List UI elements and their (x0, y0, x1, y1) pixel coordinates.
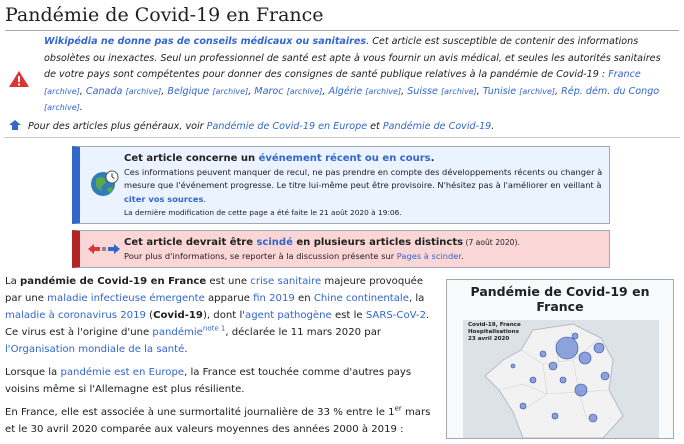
article-text: , déclarée le 11 mars 2020 par (225, 327, 382, 338)
country-link[interactable]: Suisse (407, 85, 438, 97)
article-text: majeure provoquée par une (5, 276, 424, 304)
recent-event-link[interactable]: événement récent ou en cours (258, 153, 431, 164)
current-event-box (72, 146, 610, 224)
archive-link[interactable]: [archive] (44, 103, 80, 113)
archive-link[interactable]: [archive] (519, 86, 556, 96)
event-box-heading: Cet article concerne un événement récent ou en cours. (124, 153, 435, 164)
article-text: ), dont l' (202, 310, 246, 321)
article-text: . (184, 344, 188, 355)
map-caption: Covid-19, France Hospitalisations 23 avril 2020 (468, 322, 521, 343)
infobox-title: Pandémie de Covid-19 en France (470, 284, 650, 314)
archive-link[interactable]: [archive] (286, 86, 323, 96)
country-link[interactable]: Tunisie (482, 85, 517, 97)
lead-paragraph (5, 273, 437, 358)
article-text: ( (145, 310, 154, 321)
archive-link[interactable]: [archive] (44, 86, 80, 96)
country-link[interactable]: Maroc (254, 85, 284, 97)
page-title: Pandémie de Covid-19 en France (5, 2, 679, 31)
article-link[interactable]: l'Organisation mondiale de la santé (5, 344, 185, 355)
article-body (5, 273, 437, 444)
event-box-body: Ces informations peuvent manquer de recul, ne pas prendre en compte des développements récents ou changer à mesure que l'événement progresse. Le titre lui-même peut être provisoire. N'hésitez pas à l'améliorer en veillant à citer vos sources. (124, 167, 603, 204)
article-text: est une (206, 276, 251, 287)
country-link[interactable]: Belgique (167, 85, 210, 97)
article-text: mars et le 30 avril 2020 comparée aux valeurs moyennes des années 2000 à 2019 : (5, 407, 431, 435)
article-link[interactable]: SARS-CoV-2 (365, 310, 426, 321)
mortality-paragraph (5, 404, 437, 438)
cite-sources-link[interactable]: citer vos sources (124, 193, 204, 204)
infobox (446, 279, 674, 439)
bold-term: pandémie de Covid-19 en France (20, 276, 207, 287)
article-text: er (394, 404, 402, 413)
medical-warning-text (44, 34, 672, 117)
split-link[interactable]: scindé (256, 237, 293, 248)
country-link[interactable]: Canada (85, 85, 123, 97)
article-text: est le (331, 310, 366, 321)
divider (4, 137, 680, 138)
article-link[interactable]: crise sanitaire (250, 276, 322, 287)
article-text: , la (408, 293, 425, 304)
bold-term: Covid-19 (153, 310, 203, 321)
article-text: La (5, 276, 21, 287)
article-link[interactable]: fin 2019 (253, 293, 295, 304)
country-link[interactable]: Rép. dém. du Congo (561, 85, 660, 97)
warning-icon (8, 70, 30, 88)
see-also-link-europe[interactable]: Pandémie de Covid-19 en Europe (206, 121, 368, 132)
europe-paragraph (5, 364, 437, 398)
article-text: En France, elle est associée à une surmortalité journalière de 33 % entre le 1 (5, 407, 395, 418)
medical-advice-link[interactable]: Wikipédia ne donne pas de conseils médicaux ou sanitaires (44, 36, 367, 47)
see-also-text: Pour des articles plus généraux, voir (28, 121, 207, 132)
split-arrows-icon (88, 243, 120, 255)
article-link[interactable]: pandémie (152, 327, 203, 338)
article-text: apparue (204, 293, 254, 304)
article-text: Lorsque la (5, 367, 61, 378)
article-text: , la France est touchée comme d'autres pays voisins même si l'Allemagne est plus résiliente. (5, 367, 412, 395)
archive-link[interactable]: [archive] (365, 86, 402, 96)
globe-clock-icon (90, 169, 120, 199)
article-text: en (294, 293, 314, 304)
archive-link[interactable]: [archive] (212, 86, 249, 96)
hatnote-arrow-icon (8, 119, 22, 131)
archive-link[interactable]: [archive] (125, 86, 162, 96)
split-box-body: Pour plus d'informations, se reporter à la discussion présente sur Pages à scinder. (124, 251, 464, 261)
article-text: . Ce virus est à l'origine d'une (5, 310, 430, 338)
country-links: France [archive], Canada [archive], Belgique [archive], Maroc [archive], Algérie [archive], Suisse [archive], Tunisie [archive], Rép. dém. du Congo [archive]. (44, 69, 660, 114)
article-link[interactable]: agent pathogène (245, 310, 332, 321)
article-link[interactable]: maladie infectieuse émergente (47, 293, 205, 304)
see-also-hatnote (8, 119, 676, 134)
last-modified-text: La dernière modification de cette page a été faite le 21 août 2020 à 19:06. (124, 207, 402, 217)
split-article-box (72, 230, 610, 268)
medical-warning-body: . Cet article est susceptible de contenir des informations obsolètes ou inexactes. Seul un professionnel de santé est apte à vous fournir un avis médical, et seules les autorités sanitaires de votre pays sont compétentes pour donner des consignes de santé publique relatives à la pandémie de Covid-19 : (44, 36, 661, 81)
archive-link[interactable]: [archive] (441, 86, 477, 96)
split-box-heading: Cet article devrait être scindé en plusieurs articles distincts (7 août 2020). (124, 237, 520, 248)
article-link[interactable]: Chine continentale (313, 293, 409, 304)
see-also-link-pandemic[interactable]: Pandémie de Covid-19 (382, 121, 492, 132)
pages-to-split-link[interactable]: Pages à scinder (396, 251, 462, 261)
hospitalisation-map[interactable] (463, 320, 659, 438)
article-link[interactable]: maladie à coronavirus 2019 (5, 310, 146, 321)
article-link[interactable]: pandémie est en Europe (60, 367, 185, 378)
country-link[interactable]: France (608, 69, 641, 81)
see-also-and: et (367, 121, 383, 132)
country-link[interactable]: Algérie (328, 85, 363, 97)
see-also-period: . (491, 121, 495, 132)
article-link[interactable]: note 1 (202, 324, 226, 333)
